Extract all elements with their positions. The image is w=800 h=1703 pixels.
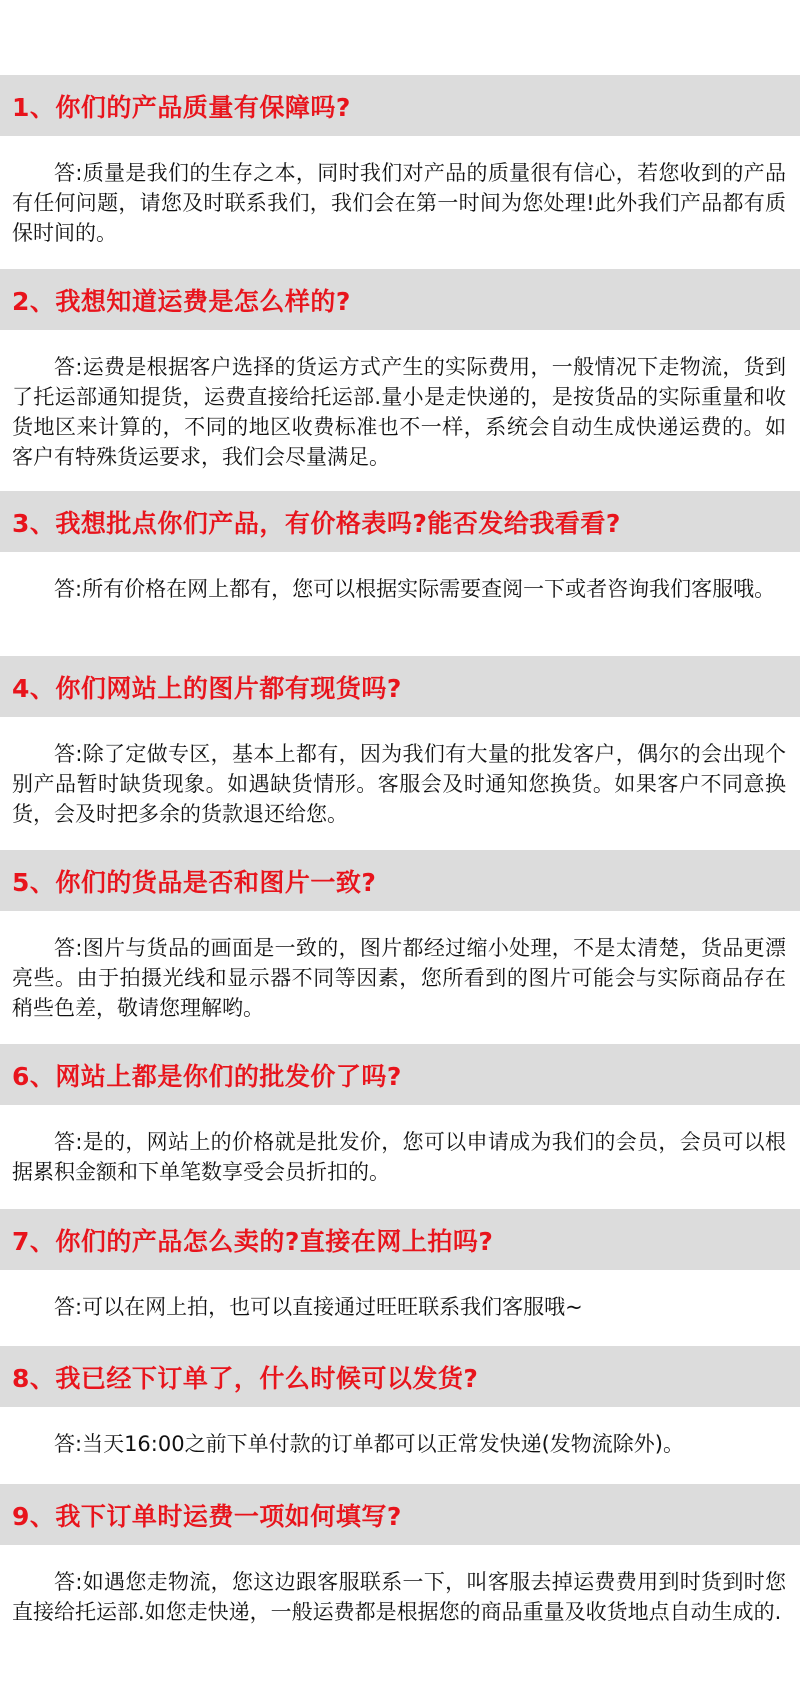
faq-item-1 [0,75,800,248]
faq-question-bar [0,1209,800,1270]
faq-answer: 答:图片与货品的画面是一致的，图片都经过缩小处理，不是太清楚，货品更漂亮些。由于拍摄光线和显示器不同等因素，您所看到的图片可能会与实际商品存在稍些色差，敬请您理解哟。 [12,936,786,1020]
faq-question: 7、你们的产品怎么卖的?直接在网上拍吗? [12,1226,494,1256]
faq-answer: 答:运费是根据客户选择的货运方式产生的实际费用，一般情况下走物流，货到了托运部通知提货，运费直接给托运部.量小是走快递的，是按货品的实际重量和收货地区来计算的，不同的地区收费标准也不一样，系统会自动生成快递运费的。如客户有特殊货运要求，我们会尽量满足。 [12,355,786,469]
faq-item-7 [0,1209,800,1322]
faq-question: 5、你们的货品是否和图片一致? [12,867,377,897]
faq-question: 1、你们的产品质量有保障吗? [12,92,351,122]
faq-question-bar [0,1484,800,1545]
faq-question: 8、我已经下订单了，什么时候可以发货? [12,1363,479,1393]
faq-answer: 答:可以在网上拍，也可以直接通过旺旺联系我们客服哦~ [54,1295,583,1319]
faq-item-4 [0,656,800,829]
faq-item-6 [0,1044,800,1187]
faq-question-bar [0,1346,800,1407]
faq-question-bar [0,1044,800,1105]
faq-question: 4、你们网站上的图片都有现货吗? [12,673,402,703]
faq-item-9 [0,1484,800,1627]
faq-item-5 [0,850,800,1023]
faq-question: 9、我下订单时运费一项如何填写? [12,1501,402,1531]
faq-question: 2、我想知道运费是怎么样的? [12,286,351,316]
faq-answer: 答:是的，网站上的价格就是批发价，您可以申请成为我们的会员，会员可以根据累积金额和下单笔数享受会员折扣的。 [12,1130,786,1184]
faq-answer: 答:质量是我们的生存之本，同时我们对产品的质量很有信心，若您收到的产品有任何问题，请您及时联系我们，我们会在第一时间为您处理!此外我们产品都有质保时间的。 [12,161,786,245]
faq-question-bar [0,75,800,136]
faq-item-2 [0,269,800,472]
faq-answer: 答:所有价格在网上都有，您可以根据实际需要查阅一下或者咨询我们客服哦。 [54,577,776,601]
faq-question-bar [0,850,800,911]
faq-item-8 [0,1346,800,1459]
faq-question-bar [0,269,800,330]
faq-answer: 答:当天16:00之前下单付款的订单都可以正常发快递(发物流除外)。 [54,1432,684,1456]
faq-question: 6、网站上都是你们的批发价了吗? [12,1061,402,1091]
faq-question: 3、我想批点你们产品，有价格表吗?能否发给我看看? [12,508,621,538]
faq-question-bar [0,656,800,717]
faq-answer: 答:除了定做专区，基本上都有，因为我们有大量的批发客户，偶尔的会出现个别产品暂时缺货现象。如遇缺货情形。客服会及时通知您换货。如果客户不同意换货，会及时把多余的货款退还给您。 [12,742,786,826]
faq-answer: 答:如遇您走物流，您这边跟客服联系一下，叫客服去掉运费费用到时货到时您直接给托运部.如您走快递，一般运费都是根据您的商品重量及收货地点自动生成的. [12,1570,786,1624]
faq-item-3 [0,491,800,604]
faq-question-bar [0,491,800,552]
